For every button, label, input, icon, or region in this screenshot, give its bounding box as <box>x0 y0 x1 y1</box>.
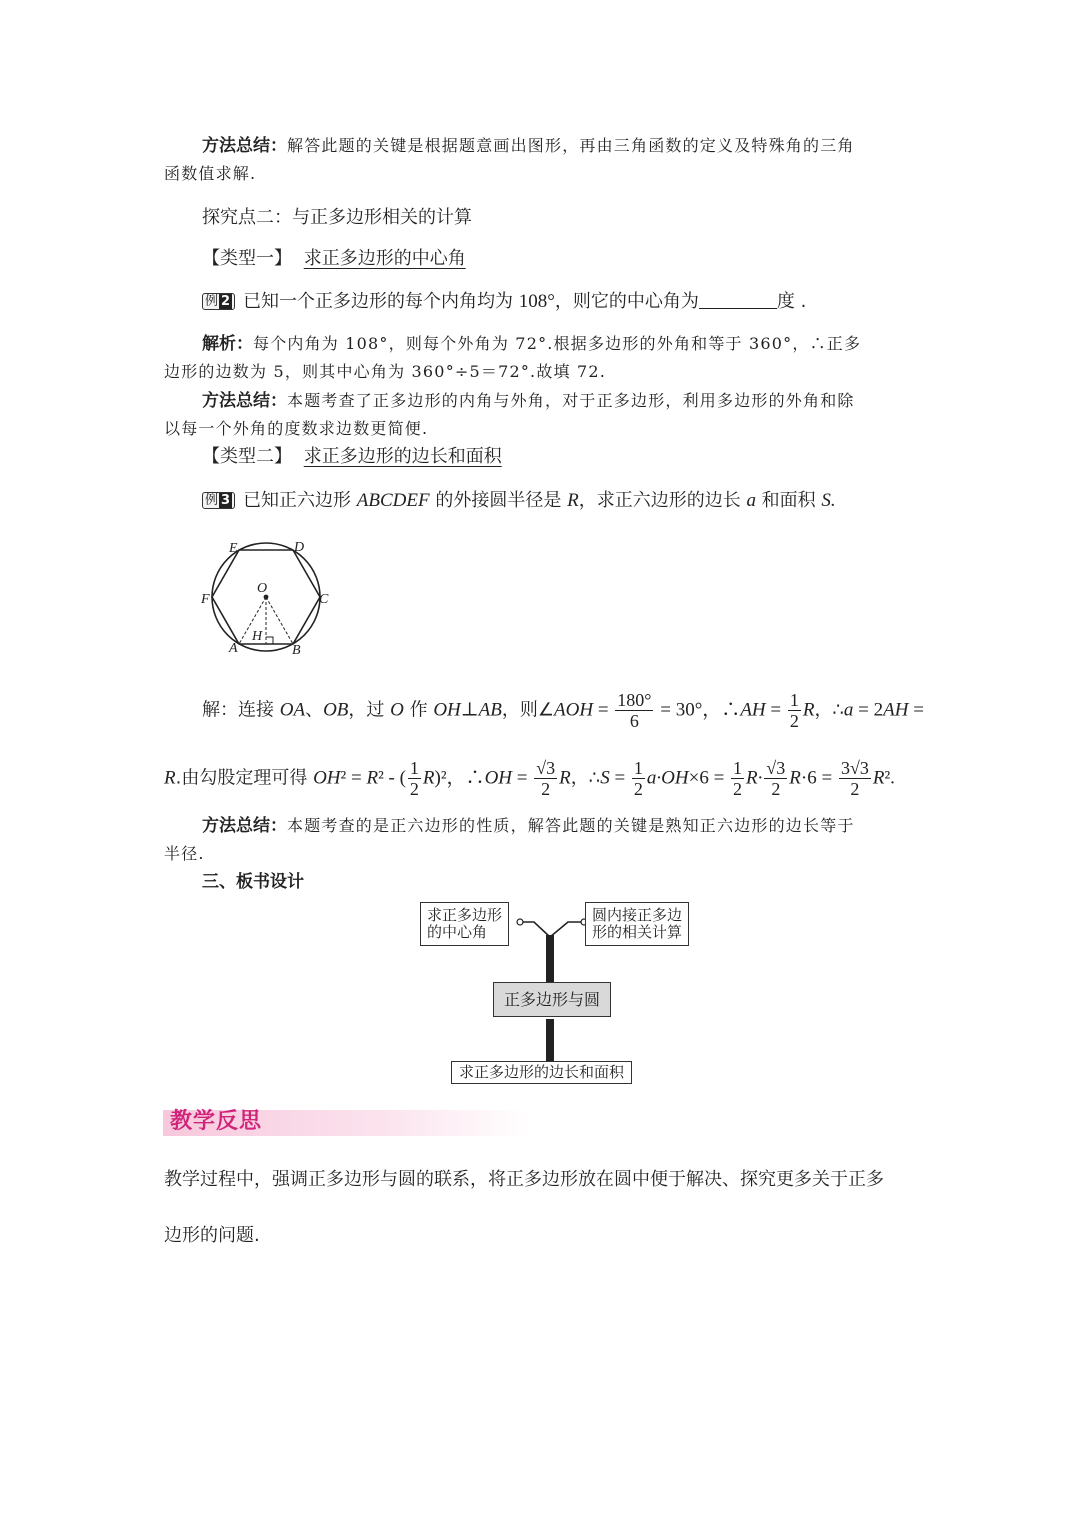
solution-3-line2: R.由勾股定理可得 OH² = R² - ( $\frac{1}{2}$ R)²，∴OH = $\frac{√3}{2}$ R，∴S = $\frac{1}{2}$ a·OH×6 = $\frac{1}{2}$ R· $\frac{√3}{2}$ R·6 = $\frac{3√3}{2}$ R². <box>164 758 895 799</box>
reflection-text-cont: 边形的问题. <box>164 1225 260 1246</box>
solution-text: 每个内角为 108°，则每个外角为 72°.根据多边形的外角和等于 360°，∴正多 <box>253 334 862 353</box>
example-badge: 例 2 <box>202 293 235 310</box>
summary-label: 方法总结： <box>202 391 287 411</box>
fraction: $\frac{180^\circ}{6}$ <box>617 690 652 731</box>
method-summary-2 <box>202 387 962 415</box>
answer-blank <box>699 290 777 309</box>
solution-2-cont: 边形的边数为 5，则其中心角为 360°÷5＝72°.故填 72. <box>164 362 607 381</box>
solution-2 <box>202 330 962 358</box>
section-title: 探究点二：与正多边形相关的计算 <box>202 207 472 228</box>
ex2-text-end: 度 . <box>776 291 807 312</box>
label-b: B <box>292 643 301 658</box>
fraction: $\frac{1}{2}$ <box>633 758 643 799</box>
right-angle-mark <box>266 637 273 644</box>
label-o: O <box>257 581 268 596</box>
method-summary-3-cont: 半径. <box>164 844 205 863</box>
label-d: D <box>294 540 305 555</box>
trunk-lower <box>546 1019 554 1061</box>
fraction: $\frac{√3}{2}$ <box>766 758 786 799</box>
type2-heading <box>202 443 962 471</box>
left-node <box>517 919 523 925</box>
example-badge: 例 3 <box>202 492 235 509</box>
reflection-heading: 教学反思 <box>170 1109 263 1134</box>
summary-text: 解答此题的关键是根据题意画出图形，再由三角函数的定义及特殊角的三角 <box>287 136 855 155</box>
type1-title: 求正多边形的中心角 <box>303 248 466 269</box>
method-summary-1-cont: 函数值求解. <box>164 164 257 183</box>
board-center-box: 正多边形与圆 <box>493 982 611 1017</box>
summary-text: 本题考查了正多边形的内角与外角，对于正多边形，利用多边形的外角和除 <box>287 391 855 410</box>
fraction: $\frac{3√3}{2}$ <box>840 758 869 799</box>
fraction: $\frac{√3}{2}$ <box>536 758 556 799</box>
board-design-title: 三、板书设计 <box>202 872 304 892</box>
label-h: H <box>252 629 263 644</box>
type1-label: 【类型一】 <box>202 248 292 269</box>
board-right-box: 圆内接正多边 形的相关计算 <box>585 902 689 946</box>
summary-label: 方法总结： <box>202 816 287 836</box>
method-summary-2-cont: 以每一个外角的度数求边数更简便. <box>164 419 429 438</box>
ex2-value: 108° <box>518 291 555 312</box>
type1-heading <box>202 245 962 273</box>
ex2-text-mid: ，则它的中心角为 <box>554 291 699 312</box>
board-bottom-box: 求正多边形的边长和面积 <box>451 1061 632 1084</box>
fraction: $\frac{1}{2}$ <box>789 690 799 731</box>
type2-label: 【类型二】 <box>202 446 292 467</box>
reflection-text: 教学过程中，强调正多边形与圆的联系，将正多边形放在圆中便于解决、探究更多关于正多 <box>164 1169 884 1190</box>
type2-title: 求正多边形的边长和面积 <box>303 446 502 467</box>
summary-text: 本题考查的是正六边形的性质，解答此题的关键是熟知正六边形的边长等于 <box>287 816 855 835</box>
left-branch <box>520 922 550 937</box>
example-3: 例 3 已知正六边形 ABCDEF 的外接圆半径是 R，求正六边形的边长 a 和面积 S. <box>202 487 962 515</box>
hexagon-figure <box>196 534 336 662</box>
summary-label: 方法总结： <box>202 136 287 156</box>
fraction: $\frac{1}{2}$ <box>409 758 419 799</box>
board-left-box: 求正多边形 的中心角 <box>420 902 509 946</box>
method-summary-3 <box>202 812 962 840</box>
label-c: C <box>319 592 329 607</box>
solution-label: 解析： <box>202 334 253 354</box>
label-a: A <box>229 641 238 656</box>
ex2-text: 已知一个正多边形的每个内角均为 <box>243 291 514 312</box>
solution-3-line1: 解：连接 OA、OB，过 O 作 OH⊥AB，则∠AOH = $\frac{180^\circ}{6}$ = 30°，∴AH = $\frac{1}{2}$ R，∴a = 2AH = <box>202 690 924 731</box>
right-branch <box>550 922 584 937</box>
label-e: E <box>229 541 238 556</box>
example-2 <box>202 288 962 316</box>
method-summary-1 <box>202 132 962 160</box>
fraction: $\frac{1}{2}$ <box>733 758 743 799</box>
label-f: F <box>201 592 210 607</box>
